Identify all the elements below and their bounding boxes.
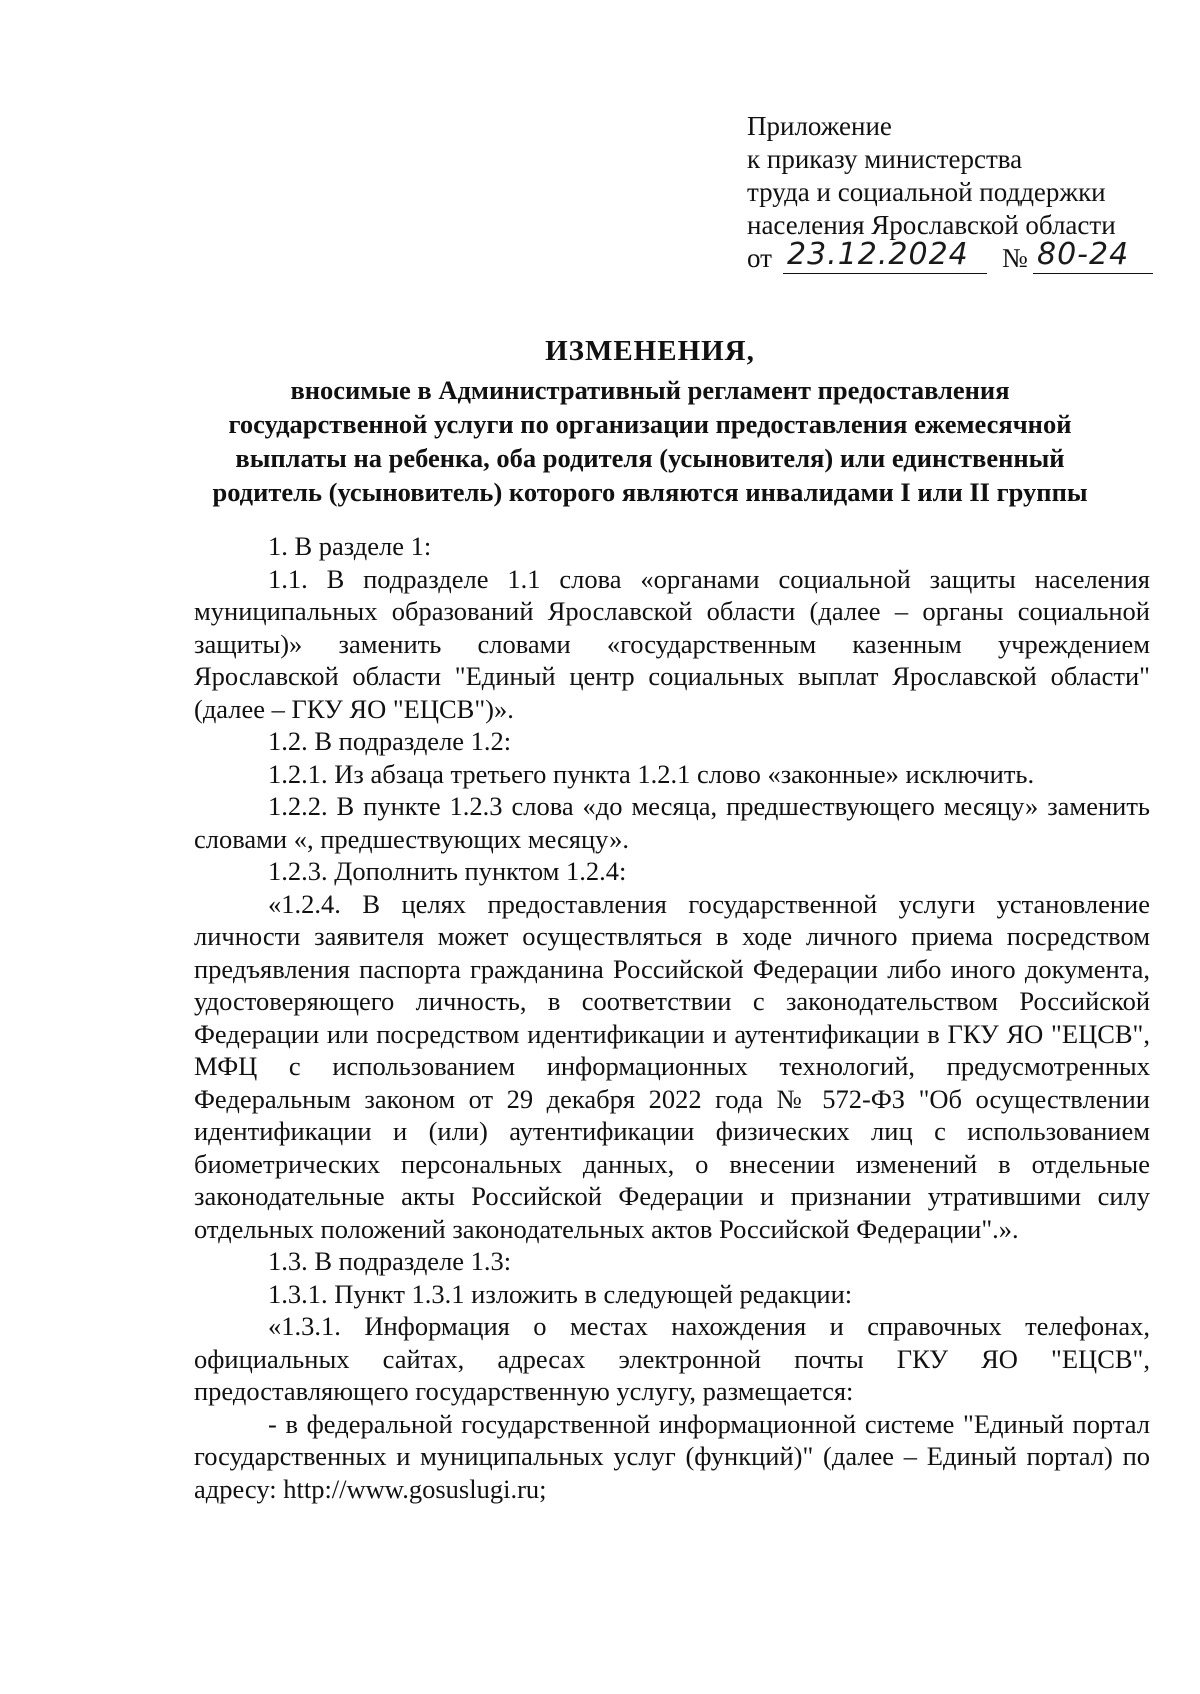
title-subtitle-line: государственной услуги по организации предоставления ежемесячной	[228, 409, 1072, 439]
number-underline	[1033, 273, 1153, 274]
paragraph: - в федеральной государственной информационной системе "Единый портал государственных и муниципальных услуг (функций)" (далее – Единый портал) по адресу: http://www.gosuslugi.ru;	[194, 1408, 1150, 1504]
appendix-header	[747, 110, 1157, 282]
paragraph: «1.2.4. В целях предоставления государственной услуги установление личности заявителя может осуществляться в ходе личного приема посредством предъявления паспорта гражданина Российской Федерации либо иного документа, удостоверяющего личность, в соответствии с законодательством Российской Федерации или посредством идентификации и аутентификации в ГКУ ЯО "ЕЦСВ", МФЦ с использованием информационных технологий, предусмотренных Федеральным законом от 29 декабря 2022 года № 572-ФЗ "Об осуществлении идентификации и (или) аутентификации физических лиц с использованием биометрических персональных данных, о внесении изменений в отдельные законодательные акты Российской Федерации и признании утратившими силу отдельных положений законодательных актов Российской Федерации".».	[194, 888, 1150, 1244]
paragraph: 1.3.1. Пункт 1.3.1 изложить в следующей редакции:	[268, 1278, 853, 1309]
document-title	[150, 331, 1150, 509]
date-underline	[783, 273, 987, 274]
handwritten-date: 23.12.2024	[787, 237, 969, 272]
paragraph: 1. В разделе 1:	[268, 531, 432, 561]
order-date-number-row	[747, 237, 1157, 282]
appendix-line: к приказу министерства	[747, 144, 1023, 174]
handwritten-number: 80-24	[1037, 237, 1130, 272]
paragraph: 1.2.1. Из абзаца третьего пункта 1.2.1 слово «законные» исключить.	[268, 758, 1035, 789]
paragraph: 1.2.3. Дополнить пунктом 1.2.4:	[268, 856, 627, 886]
title-main: ИЗМЕНЕНИЯ,	[545, 335, 755, 367]
paragraph: 1.2. В подразделе 1.2:	[268, 726, 512, 756]
paragraph: 1.2.2. В пункте 1.2.3 слова «до месяца, предшествующего месяцу» заменить словами «, предшествующих месяцу».	[194, 791, 1150, 854]
document-body	[194, 530, 1150, 1505]
paragraph: «1.3.1. Информация о местах нахождения и справочных телефонах, официальных сайтах, адресах электронной почты ГКУ ЯО "ЕЦСВ", предоставляющего государственную услугу, размещается:	[194, 1311, 1150, 1406]
title-subtitle-line: выплаты на ребенка, оба родителя (усыновителя) или единственный	[235, 443, 1065, 473]
date-label: от	[747, 243, 772, 273]
paragraph: 1.1. В подразделе 1.1 слова «органами социальной защиты населения муниципальных образований Ярославской области (далее – органы социальной защиты)» заменить словами «государственным казенным учреждением Ярославской области "Единый центр социальных выплат Ярославской области" (далее – ГКУ ЯО "ЕЦСВ")».	[194, 563, 1150, 724]
title-subtitle-line: вносимые в Административный регламент предоставления	[290, 375, 1010, 405]
title-subtitle-line: родитель (усыновитель) которого являются инвалидами I или II группы	[212, 477, 1088, 507]
number-label: №	[1002, 243, 1028, 273]
appendix-line: Приложение	[747, 111, 892, 141]
appendix-line: населения Ярославской области	[747, 210, 1116, 240]
appendix-line: труда и социальной поддержки	[747, 177, 1106, 207]
paragraph: 1.3. В подразделе 1.3:	[268, 1246, 512, 1276]
